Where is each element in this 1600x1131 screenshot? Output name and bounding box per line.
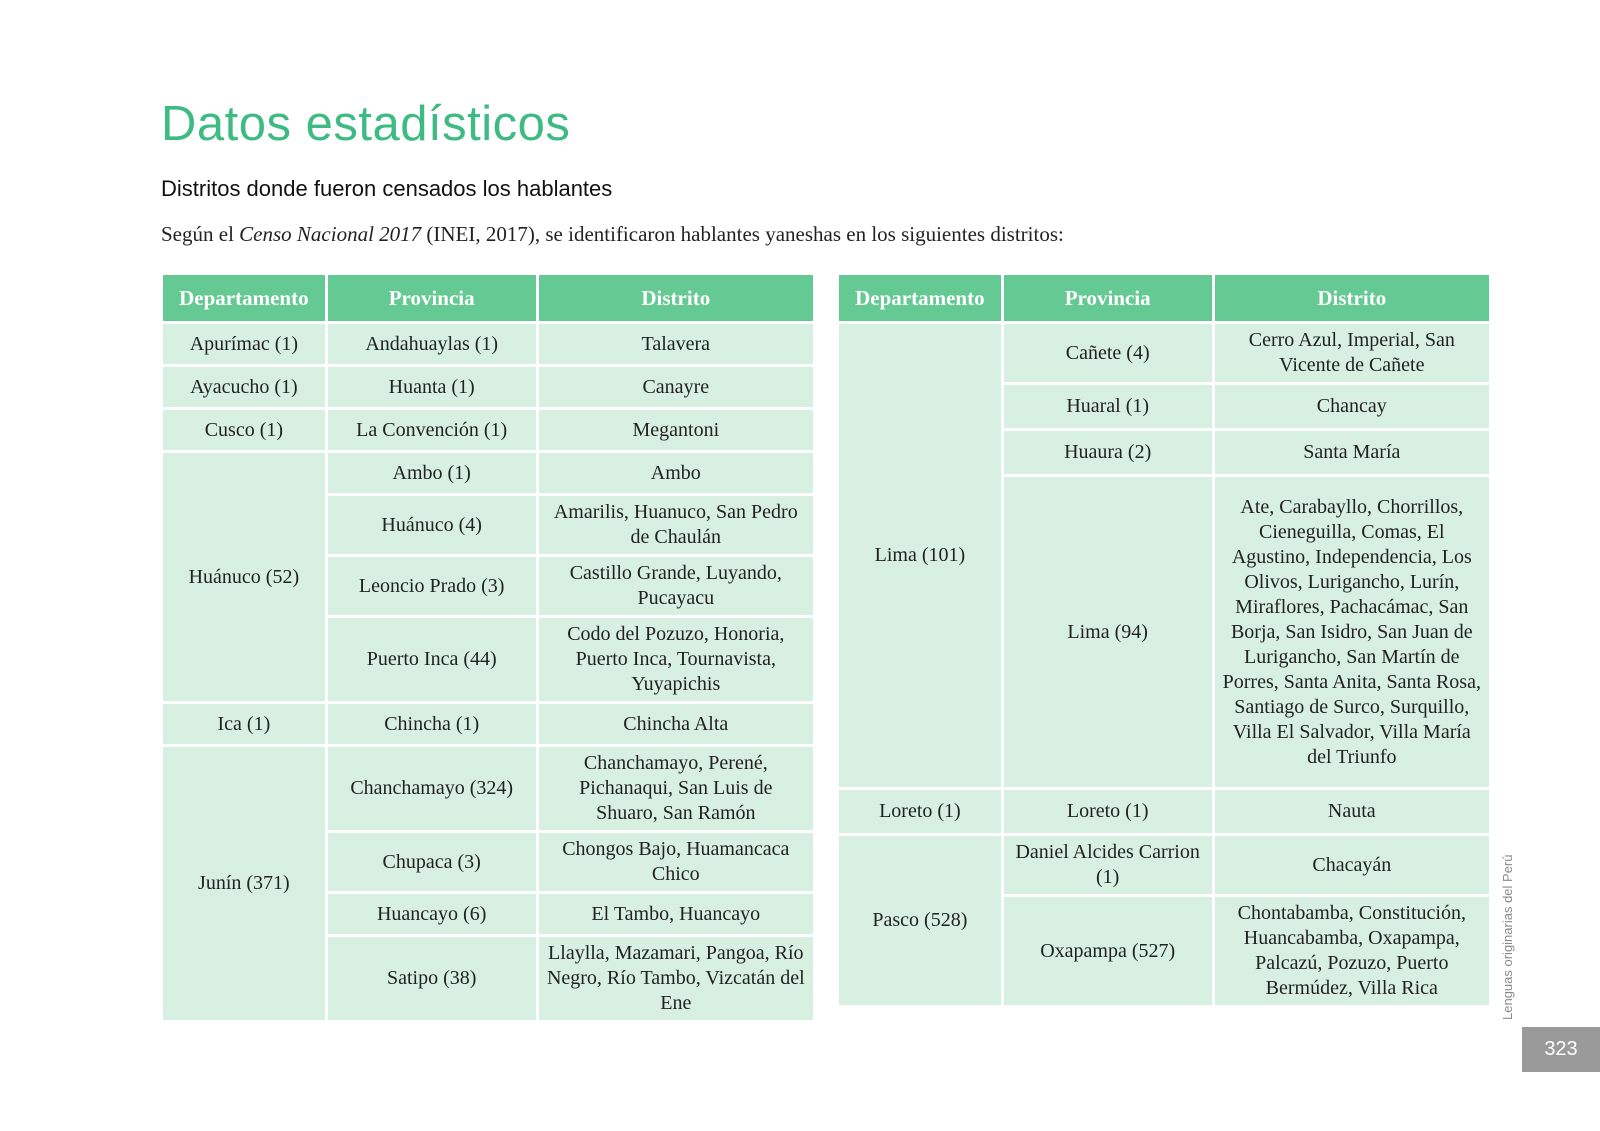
cell-distrito: Castillo Grande, Luyando, Pucayacu bbox=[539, 557, 813, 615]
intro-paragraph bbox=[161, 222, 1064, 247]
table-row bbox=[163, 324, 813, 364]
cell-provincia: Leoncio Prado (3) bbox=[328, 557, 536, 615]
cell-departamento: Pasco (528) bbox=[839, 836, 1001, 1005]
table-row bbox=[839, 324, 1489, 382]
cell-provincia: Huaura (2) bbox=[1004, 431, 1212, 474]
cell-departamento: Junín (371) bbox=[163, 747, 325, 1020]
table-header-row bbox=[163, 275, 813, 321]
intro-text-after: (INEI, 2017), se identificaron hablantes yaneshas en los siguientes distritos: bbox=[421, 222, 1064, 246]
table-row bbox=[163, 747, 813, 830]
cell-provincia: Huancayo (6) bbox=[328, 894, 536, 934]
cell-provincia: Huánuco (4) bbox=[328, 496, 536, 554]
page-title: Datos estadísticos bbox=[161, 97, 571, 151]
cell-departamento: Ayacucho (1) bbox=[163, 367, 325, 407]
cell-distrito: Chancay bbox=[1215, 385, 1489, 428]
cell-distrito: Cerro Azul, Imperial, San Vicente de Cañete bbox=[1215, 324, 1489, 382]
table-row bbox=[163, 704, 813, 744]
header-provincia: Provincia bbox=[1004, 275, 1212, 321]
cell-provincia: Satipo (38) bbox=[328, 937, 536, 1020]
table-row bbox=[163, 453, 813, 493]
cell-distrito: Talavera bbox=[539, 324, 813, 364]
intro-census-title: Censo Nacional 2017 bbox=[239, 222, 422, 246]
header-distrito: Distrito bbox=[539, 275, 813, 321]
header-provincia: Provincia bbox=[328, 275, 536, 321]
cell-provincia: Oxapampa (527) bbox=[1004, 897, 1212, 1005]
districts-table-left bbox=[160, 272, 816, 1023]
table-row bbox=[839, 790, 1489, 833]
cell-provincia: Puerto Inca (44) bbox=[328, 618, 536, 701]
header-distrito: Distrito bbox=[1215, 275, 1489, 321]
book-title-side-label: Lenguas originarias del Perú bbox=[1500, 854, 1515, 1020]
cell-provincia: Ambo (1) bbox=[328, 453, 536, 493]
cell-distrito: Chontabamba, Constitución, Huancabamba, Oxapampa, Palcazú, Pozuzo, Puerto Bermúdez, Villa Rica bbox=[1215, 897, 1489, 1005]
cell-departamento: Cusco (1) bbox=[163, 410, 325, 450]
cell-departamento: Ica (1) bbox=[163, 704, 325, 744]
cell-distrito: El Tambo, Huancayo bbox=[539, 894, 813, 934]
cell-distrito: Chanchamayo, Perené, Pichanaqui, San Luis de Shuaro, San Ramón bbox=[539, 747, 813, 830]
table-header-row bbox=[839, 275, 1489, 321]
cell-departamento: Lima (101) bbox=[839, 324, 1001, 787]
cell-distrito: Ambo bbox=[539, 453, 813, 493]
intro-text-before: Según el bbox=[161, 222, 240, 246]
table-row bbox=[163, 367, 813, 407]
cell-departamento: Apurímac (1) bbox=[163, 324, 325, 364]
cell-provincia: Huanta (1) bbox=[328, 367, 536, 407]
cell-provincia: La Convención (1) bbox=[328, 410, 536, 450]
cell-provincia: Cañete (4) bbox=[1004, 324, 1212, 382]
cell-distrito: Chincha Alta bbox=[539, 704, 813, 744]
cell-provincia: Chanchamayo (324) bbox=[328, 747, 536, 830]
cell-distrito: Amarilis, Huanuco, San Pedro de Chaulán bbox=[539, 496, 813, 554]
cell-provincia: Andahuaylas (1) bbox=[328, 324, 536, 364]
districts-table-right bbox=[836, 272, 1492, 1008]
header-departamento: Departamento bbox=[839, 275, 1001, 321]
table-row bbox=[839, 836, 1489, 894]
cell-provincia: Chincha (1) bbox=[328, 704, 536, 744]
cell-distrito: Santa María bbox=[1215, 431, 1489, 474]
cell-distrito: Nauta bbox=[1215, 790, 1489, 833]
cell-distrito: Codo del Pozuzo, Honoria, Puerto Inca, Tournavista, Yuyapichis bbox=[539, 618, 813, 701]
cell-provincia: Daniel Alcides Carrion (1) bbox=[1004, 836, 1212, 894]
cell-distrito: Llaylla, Mazamari, Pangoa, Río Negro, Río Tambo, Vizcatán del Ene bbox=[539, 937, 813, 1020]
cell-distrito: Chacayán bbox=[1215, 836, 1489, 894]
cell-distrito: Chongos Bajo, Huamancaca Chico bbox=[539, 833, 813, 891]
cell-distrito: Megantoni bbox=[539, 410, 813, 450]
cell-provincia: Loreto (1) bbox=[1004, 790, 1212, 833]
cell-distrito: Ate, Carabayllo, Chorrillos, Cieneguilla, Comas, El Agustino, Independencia, Los Olivos, Lurigancho, Lurín, Miraflores, Pachacámac, San Borja, San Isidro, San Juan de Lurigancho, San Martín de Porres, Santa Anita, Santa Rosa, Santiago de Surco, Surquillo, Villa El Salvador, Villa María del Triunfo bbox=[1215, 477, 1489, 787]
cell-provincia: Lima (94) bbox=[1004, 477, 1212, 787]
cell-provincia: Huaral (1) bbox=[1004, 385, 1212, 428]
cell-provincia: Chupaca (3) bbox=[328, 833, 536, 891]
header-departamento: Departamento bbox=[163, 275, 325, 321]
cell-distrito: Canayre bbox=[539, 367, 813, 407]
section-subtitle: Distritos donde fueron censados los hablantes bbox=[161, 176, 613, 201]
table-row bbox=[163, 410, 813, 450]
cell-departamento: Loreto (1) bbox=[839, 790, 1001, 833]
cell-departamento: Huánuco (52) bbox=[163, 453, 325, 701]
page-number-badge: 323 bbox=[1522, 1027, 1600, 1072]
